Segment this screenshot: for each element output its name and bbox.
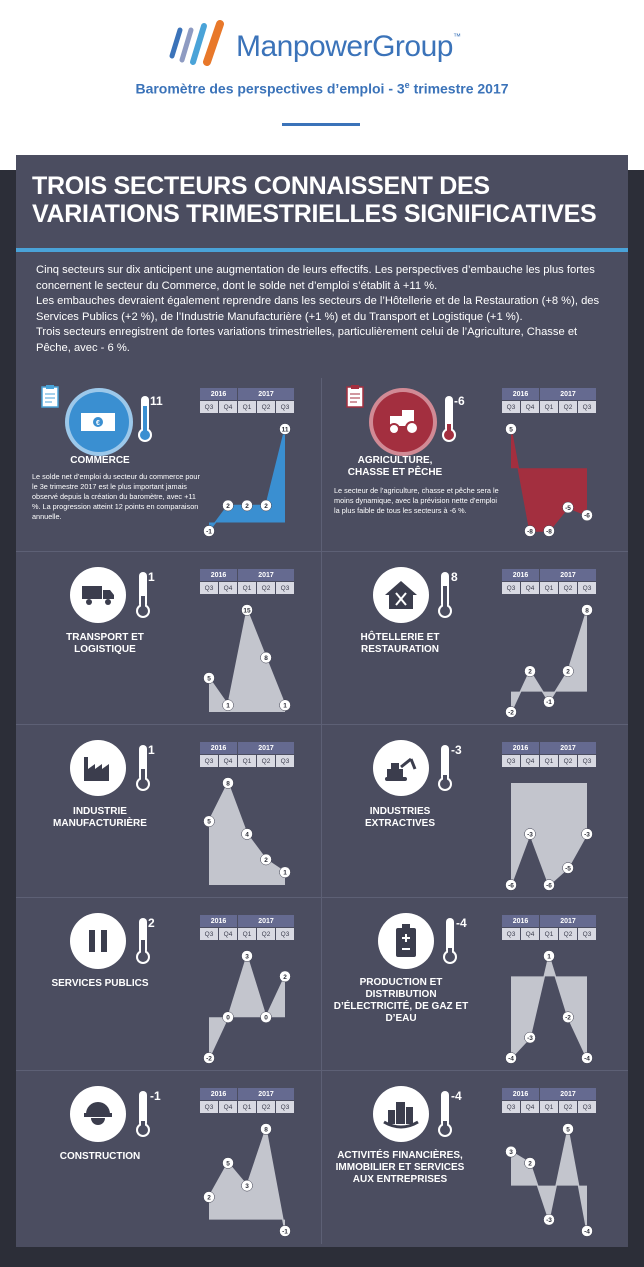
year-label: 2016 [502, 388, 539, 400]
quarter-label: Q3 [200, 401, 218, 413]
data-point [261, 652, 272, 663]
quarter-label: Q3 [578, 928, 596, 940]
svg-text:€: € [96, 420, 100, 427]
city-icon [373, 1086, 429, 1142]
data-label: -6 [546, 882, 552, 890]
quarter-label: Q2 [257, 401, 275, 413]
data-label: 1 [283, 702, 287, 710]
data-label: 2 [528, 1160, 532, 1168]
year-label: 2017 [238, 1088, 294, 1100]
data-point [544, 1214, 555, 1225]
quarter-label: Q4 [521, 755, 539, 767]
battery-icon [378, 913, 434, 969]
quarter-label: Q1 [238, 755, 256, 767]
quarter-label: Q2 [257, 755, 275, 767]
chart-agriculture [502, 388, 598, 548]
chart-area [511, 429, 587, 531]
data-label: 11 [281, 426, 289, 434]
thermometer-value: -4 [456, 916, 467, 930]
data-point [280, 971, 291, 982]
quarter-label: Q2 [559, 755, 577, 767]
manpowergroup-logo-icon [160, 20, 228, 66]
data-point [261, 1012, 272, 1023]
area-chart [200, 773, 296, 895]
quarter-label: Q3 [578, 401, 596, 413]
data-label: 2 [283, 973, 287, 981]
sector-name: INDUSTRIE MANUFACTURIÈRE [53, 806, 147, 829]
year-label: 2016 [200, 388, 237, 400]
data-label: -3 [584, 831, 590, 839]
data-point [563, 502, 574, 513]
data-label: 5 [226, 1160, 230, 1168]
clipboard-icon [40, 384, 60, 408]
data-point [261, 1124, 272, 1135]
data-label: 0 [264, 1014, 268, 1022]
data-label: -6 [584, 512, 590, 520]
data-label: 2 [566, 668, 570, 676]
chart-electricite [502, 915, 598, 1075]
year-label: 2016 [200, 569, 237, 581]
area-chart [502, 946, 598, 1068]
sector-name: TRANSPORT ET LOGISTIQUE [66, 632, 144, 655]
sector-name: COMMERCE [70, 455, 130, 466]
data-point [223, 1012, 234, 1023]
data-point [525, 1158, 536, 1169]
data-label: 1 [283, 869, 287, 877]
title-divider [16, 248, 628, 252]
year-label: 2017 [540, 388, 596, 400]
data-point [563, 1124, 574, 1135]
data-point [204, 673, 215, 684]
grid-divider [321, 378, 322, 1244]
thermometer-value: 2 [148, 916, 155, 930]
thermometer-value: -4 [451, 1089, 462, 1103]
data-label: 15 [243, 607, 251, 615]
data-point [280, 700, 291, 711]
quarter-label: Q4 [219, 928, 237, 940]
quarter-label: Q4 [521, 401, 539, 413]
tractor-icon [373, 392, 433, 452]
data-point [582, 510, 593, 521]
sector-name: INDUSTRIES EXTRACTIVES [364, 806, 435, 829]
year-label: 2017 [238, 915, 294, 927]
data-label: 3 [245, 953, 249, 961]
data-point [525, 666, 536, 677]
data-label: -5 [565, 865, 571, 873]
chart-header [502, 742, 598, 767]
intro-paragraph: Les embauches devraient également reprendre dans les secteurs de l’Hôtellerie et de la Restauration (+8 %), des Services Publics (+2 %), de l’Industrie Manufacturière (+1 %) et du Transport et Logistique (+1 %). [36, 295, 600, 323]
thermometer-value: 8 [451, 570, 458, 584]
quarter-label: Q3 [276, 582, 294, 594]
house-cutlery-icon [373, 567, 429, 623]
data-point [204, 526, 215, 537]
banknote-icon [69, 392, 129, 452]
quarter-label: Q4 [219, 755, 237, 767]
quarter-label: Q3 [200, 1101, 218, 1113]
quarter-label: Q1 [540, 755, 558, 767]
data-label: -4 [508, 1055, 514, 1063]
quarter-label: Q1 [540, 928, 558, 940]
data-point [242, 605, 253, 616]
data-label: 3 [509, 1149, 513, 1157]
quarter-label: Q3 [200, 755, 218, 767]
chart-services-publics [200, 915, 296, 1075]
data-label: -8 [527, 528, 533, 536]
data-point [525, 1032, 536, 1043]
header-divider [282, 123, 360, 126]
data-label: 5 [566, 1126, 570, 1134]
chart-header [502, 569, 598, 594]
page-title: TROIS SECTEURS CONNAISSENT DES VARIATIONS TRIMESTRIELLES SIGNIFICATIVES [32, 172, 597, 228]
data-point [242, 951, 253, 962]
intro-paragraph: Trois secteurs enregistrent de fortes variations trimestrielles, particulièrement celui de l’Agriculture, Chasse et Pêche, avec - 6 %. [36, 326, 578, 354]
data-point [280, 424, 291, 435]
data-point [261, 500, 272, 511]
area-chart [200, 600, 296, 722]
data-label: -4 [584, 1055, 590, 1063]
clipboard-icon [345, 384, 365, 408]
year-label: 2017 [238, 742, 294, 754]
year-label: 2017 [540, 569, 596, 581]
data-point [544, 696, 555, 707]
excavator-icon [373, 740, 429, 796]
data-label: -3 [527, 831, 533, 839]
intro-paragraph: Cinq secteurs sur dix anticipent une augmentation de leurs effectifs. Les perspectives d’embauche les plus fortes concernent le secteur du Commerce, dont le solde net d’emploi s’établit à +11 %. [36, 264, 595, 292]
area-chart [200, 419, 296, 541]
quarter-label: Q3 [276, 755, 294, 767]
hard-hat-icon [70, 1086, 126, 1142]
data-label: -1 [206, 528, 212, 536]
area-chart [200, 1119, 296, 1241]
quarter-label: Q2 [559, 582, 577, 594]
sector-name: CONSTRUCTION [59, 1151, 141, 1162]
chart-manufacturiere [200, 742, 296, 902]
year-label: 2017 [540, 742, 596, 754]
chart-area [209, 956, 285, 1058]
chart-header [200, 742, 296, 767]
data-point [563, 863, 574, 874]
quarter-label: Q3 [276, 928, 294, 940]
data-point [525, 829, 536, 840]
area-chart [502, 773, 598, 895]
chart-commerce [200, 388, 296, 548]
sector-name: HÔTELLERIE ET RESTAURATION [360, 632, 440, 655]
data-label: 3 [245, 1183, 249, 1191]
data-label: -1 [546, 699, 552, 707]
year-label: 2016 [502, 569, 539, 581]
chart-header [502, 915, 598, 940]
quarter-label: Q2 [257, 928, 275, 940]
data-label: 1 [547, 953, 551, 961]
quarter-label: Q2 [559, 928, 577, 940]
year-label: 2017 [540, 1088, 596, 1100]
data-label: 1 [226, 702, 230, 710]
thermometer-value: -3 [451, 743, 462, 757]
data-label: 2 [264, 502, 268, 510]
quarter-label: Q3 [502, 755, 520, 767]
year-label: 2016 [200, 742, 237, 754]
year-label: 2016 [200, 915, 237, 927]
quarter-label: Q3 [502, 928, 520, 940]
data-label: 2 [264, 856, 268, 864]
quarter-label: Q4 [521, 1101, 539, 1113]
area-chart [502, 1119, 598, 1241]
data-label: 2 [226, 502, 230, 510]
quarter-label: Q1 [540, 1101, 558, 1113]
data-point [582, 829, 593, 840]
chart-construction [200, 1088, 296, 1248]
data-point [242, 500, 253, 511]
thermometer-value: -1 [150, 1089, 161, 1103]
quarter-label: Q2 [257, 582, 275, 594]
data-label: 2 [207, 1194, 211, 1202]
thermometer-value: -6 [454, 394, 465, 408]
data-point [563, 666, 574, 677]
data-point [261, 854, 272, 865]
data-label: -2 [565, 1014, 571, 1022]
quarter-label: Q3 [200, 928, 218, 940]
data-label: -3 [527, 1035, 533, 1042]
barometer-subtitle: Baromètre des perspectives d’emploi - 3e trimestre 2017 [135, 80, 509, 97]
chart-area [511, 956, 587, 1058]
data-point [544, 880, 555, 891]
quarter-label: Q4 [219, 1101, 237, 1113]
year-label: 2016 [502, 915, 539, 927]
data-label: 8 [264, 1126, 268, 1134]
area-chart [502, 600, 598, 722]
data-point [280, 867, 291, 878]
quarter-label: Q4 [521, 582, 539, 594]
year-label: 2016 [502, 1088, 539, 1100]
sector-name: ACTIVITÉS FINANCIÈRES, IMMOBILIER ET SERVICES AUX ENTREPRISES [335, 1150, 465, 1185]
quarter-label: Q3 [276, 1101, 294, 1113]
data-label: 8 [264, 655, 268, 662]
chart-header [200, 388, 296, 413]
chart-header [502, 388, 598, 413]
year-label: 2017 [238, 569, 294, 581]
data-label: -1 [282, 1228, 288, 1236]
intro-text [36, 263, 614, 356]
data-point [525, 526, 536, 537]
quarter-label: Q1 [238, 582, 256, 594]
data-point [582, 1053, 593, 1064]
data-label: -4 [584, 1228, 590, 1236]
sector-name: PRODUCTION ET DISTRIBUTION D’ÉLECTRICITÉ, DE GAZ ET D’EAU [333, 977, 469, 1024]
year-label: 2016 [200, 1088, 237, 1100]
data-label: -5 [565, 504, 571, 512]
chart-area [209, 610, 285, 712]
data-label: 2 [245, 502, 249, 510]
quarter-label: Q4 [219, 582, 237, 594]
thermometer-value: 1 [148, 570, 155, 584]
chart-header [502, 1088, 598, 1113]
data-label: 0 [226, 1014, 230, 1022]
data-label: 5 [207, 818, 211, 826]
quarter-label: Q2 [559, 401, 577, 413]
chart-hotellerie [502, 569, 598, 729]
data-label: 8 [585, 607, 589, 615]
data-point [506, 707, 517, 718]
data-label: -3 [546, 1217, 552, 1225]
data-point [563, 1012, 574, 1023]
grid-divider [16, 551, 628, 552]
data-point [506, 1146, 517, 1157]
data-point [506, 424, 517, 435]
flag-icon [70, 913, 126, 969]
data-point [223, 778, 234, 789]
chart-extractives [502, 742, 598, 902]
quarter-label: Q1 [238, 928, 256, 940]
data-label: 4 [245, 831, 249, 839]
data-point [582, 605, 593, 616]
quarter-label: Q2 [257, 1101, 275, 1113]
quarter-label: Q3 [276, 401, 294, 413]
quarter-label: Q3 [578, 582, 596, 594]
brand-name: ManpowerGroup™ [236, 30, 461, 63]
data-label: 5 [509, 426, 513, 434]
data-label: -8 [546, 528, 552, 536]
data-point [223, 700, 234, 711]
sector-description: Le secteur de l’agriculture, chasse et pêche sera le moins dynamique, avec la prévision nette d’emploi la plus faible de tous les secteurs à -6 %. [334, 486, 499, 515]
quarter-label: Q3 [502, 401, 520, 413]
quarter-label: Q1 [540, 401, 558, 413]
quarter-label: Q3 [502, 1101, 520, 1113]
thermometer-value: 1 [148, 743, 155, 757]
truck-icon [70, 567, 126, 623]
quarter-label: Q4 [219, 401, 237, 413]
header [0, 0, 644, 170]
data-point [223, 500, 234, 511]
quarter-label: Q3 [502, 582, 520, 594]
data-point [544, 526, 555, 537]
data-point [242, 1180, 253, 1191]
area-chart [502, 419, 598, 541]
chart-header [200, 569, 296, 594]
chart-transport [200, 569, 296, 729]
sector-name: AGRICULTURE, CHASSE ET PÊCHE [347, 455, 443, 478]
data-label: 8 [226, 780, 230, 788]
quarter-label: Q3 [200, 582, 218, 594]
data-label: -6 [508, 882, 514, 890]
quarter-label: Q1 [238, 1101, 256, 1113]
data-point [204, 816, 215, 827]
data-point [204, 1192, 215, 1203]
thermometer-value: 11 [150, 394, 163, 408]
year-label: 2017 [540, 915, 596, 927]
quarter-label: Q4 [521, 928, 539, 940]
data-point [582, 1226, 593, 1237]
data-label: 2 [528, 668, 532, 676]
data-point [204, 1053, 215, 1064]
data-point [506, 880, 517, 891]
data-label: -2 [508, 709, 514, 717]
data-point [242, 829, 253, 840]
factory-icon [70, 740, 126, 796]
data-point [223, 1158, 234, 1169]
data-point [506, 1053, 517, 1064]
year-label: 2017 [238, 388, 294, 400]
chart-header [200, 1088, 296, 1113]
chart-finance [502, 1088, 598, 1248]
sector-name: SERVICES PUBLICS [51, 978, 149, 989]
data-point [280, 1226, 291, 1237]
data-label: 5 [207, 675, 211, 683]
quarter-label: Q3 [578, 1101, 596, 1113]
year-label: 2016 [502, 742, 539, 754]
chart-header [200, 915, 296, 940]
sector-description: Le solde net d’emploi du secteur du commerce pour le 3e trimestre 2017 est le plus important jamais observé depuis la création du baromètre, avec +11 %. La progression atteint 12 points en comparaison annuelle. [32, 472, 200, 521]
quarter-label: Q1 [540, 582, 558, 594]
data-label: -2 [206, 1055, 212, 1063]
chart-area [511, 783, 587, 885]
quarter-label: Q3 [578, 755, 596, 767]
data-point [544, 951, 555, 962]
quarter-label: Q1 [238, 401, 256, 413]
quarter-label: Q2 [559, 1101, 577, 1113]
area-chart [200, 946, 296, 1068]
